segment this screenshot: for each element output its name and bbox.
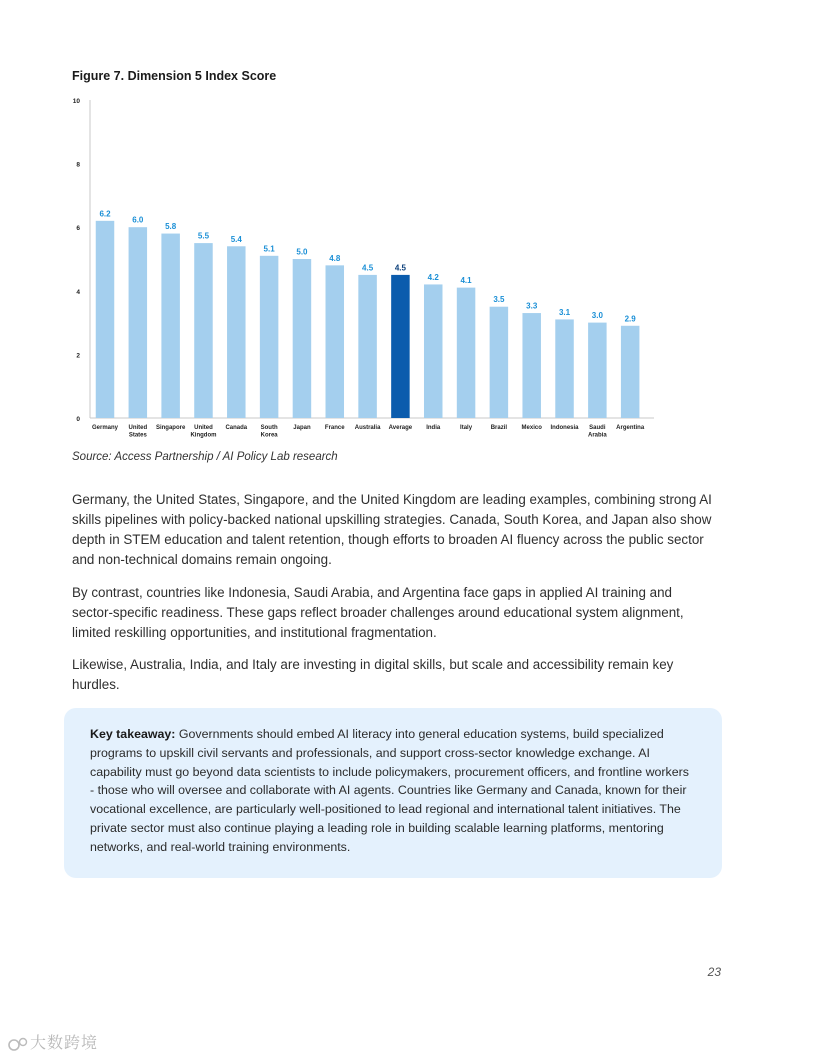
bar-value-label: 3.5 <box>493 295 505 305</box>
page-number: 23 <box>707 965 721 979</box>
x-tick-label: Canada <box>225 425 248 431</box>
key-takeaway-label: Key takeaway: <box>90 727 176 741</box>
bar-value-label: 5.0 <box>296 247 308 257</box>
bar <box>588 323 607 418</box>
paragraph-gaps: By contrast, countries like Indonesia, Saudi Arabia, and Argentina face gaps in applied AI training and sector-specific readiness. These gaps reflect broader challenges around educational system alignment, limited reskilling opportunities, and institutional fragmentation. <box>72 585 684 640</box>
paragraph-likewise: Likewise, Australia, India, and Italy are investing in digital skills, but scale and accessibility remain key hurdles. <box>72 657 674 692</box>
x-tick-label: Singapore <box>155 425 186 431</box>
bar-value-label: 4.1 <box>460 276 472 286</box>
x-tick-label: United Kingdom <box>190 425 217 439</box>
bar-value-label: 5.8 <box>165 222 177 232</box>
bar <box>194 243 213 418</box>
figure-source: Source: Access Partnership / AI Policy Lab research <box>72 451 338 463</box>
key-takeaway-text <box>90 725 696 857</box>
x-tick-label: Japan <box>293 425 311 431</box>
y-tick-label: 0 <box>76 416 80 423</box>
bar-value-label: 3.3 <box>526 301 538 311</box>
x-tick-label: Indonesia <box>550 425 579 431</box>
bar-value-label: 3.1 <box>558 307 571 317</box>
bar-chart <box>60 92 660 448</box>
x-tick-label: Italy <box>460 425 473 431</box>
paragraph-leaders: Germany, the United States, Singapore, and the United Kingdom are leading examples, combining strong AI skills pipelines with policy-backed national upskilling strategies. Canada, South Korea, and Japan also show depth in STEM education and talent retention, though efforts to broaden AI fluency across the public sector and non-technical domains remain ongoing. <box>72 492 712 567</box>
bar-value-label: 4.8 <box>329 253 341 263</box>
x-tick-label: France <box>324 425 345 431</box>
y-tick-label: 10 <box>72 98 80 105</box>
y-tick-label: 6 <box>76 225 80 233</box>
y-tick-label: 2 <box>76 352 80 360</box>
x-tick-label: India <box>426 425 441 431</box>
x-tick-label: Argentina <box>616 425 645 431</box>
bar <box>621 326 640 418</box>
bar <box>490 307 509 418</box>
key-takeaway-box <box>64 708 722 878</box>
bar <box>260 256 279 418</box>
x-tick-label: Saudi Arabia <box>588 425 607 439</box>
x-tick-label: Germany <box>91 425 119 431</box>
bar <box>522 313 541 418</box>
bar <box>227 246 246 418</box>
bar <box>358 275 377 418</box>
x-tick-label: South Korea <box>260 425 278 439</box>
bar-value-label: 3.0 <box>591 311 603 321</box>
x-tick-label: Mexico <box>521 425 542 431</box>
x-tick-label: Brazil <box>490 425 508 431</box>
x-tick-label: Australia <box>354 425 381 431</box>
bar-value-label: 5.1 <box>263 244 275 254</box>
bar <box>555 319 574 418</box>
bar <box>424 284 443 418</box>
bar <box>391 275 410 418</box>
bar <box>457 288 476 418</box>
figure-title: Figure 7. Dimension 5 Index Score <box>72 69 277 83</box>
key-takeaway-body: Governments should embed AI literacy into general education systems, build specialized programs to upskill civil servants and professionals, and support cross-sector knowledge exchange. AI capability must go beyond data scientists to include policymakers, procurement officers, and frontline workers - those who will oversee and collaborate with AI agents. Countries like Germany and Canada, known for their vocational excellence, are particularly well-positioned to lead regional and international talent initiatives. The private sector must also continue playing a leading role in building scalable learning platforms, mentoring networks, and real-world training environments. <box>90 727 689 854</box>
watermark-text: 大数跨境 <box>30 1035 99 1052</box>
bar-value-label: 5.5 <box>197 231 210 241</box>
x-tick-label: Average <box>388 425 413 431</box>
bar-value-label: 2.9 <box>624 314 636 324</box>
bar-value-label: 4.5 <box>362 263 374 273</box>
bar <box>96 221 115 418</box>
bar <box>129 227 148 418</box>
bar-value-label: 4.2 <box>427 272 439 282</box>
bar-value-label: 4.5 <box>394 263 406 273</box>
bar <box>161 234 180 418</box>
bar <box>326 265 345 418</box>
bar <box>293 259 312 418</box>
bar-value-label: 6.0 <box>132 215 144 225</box>
y-tick-label: 8 <box>76 161 80 169</box>
watermark-logo-icon <box>8 1036 30 1052</box>
watermark <box>8 1030 98 1053</box>
bar-value-label: 6.2 <box>99 209 111 219</box>
x-tick-label: United States <box>128 425 148 439</box>
bar-value-label: 5.4 <box>230 234 242 244</box>
y-tick-label: 4 <box>76 288 80 296</box>
